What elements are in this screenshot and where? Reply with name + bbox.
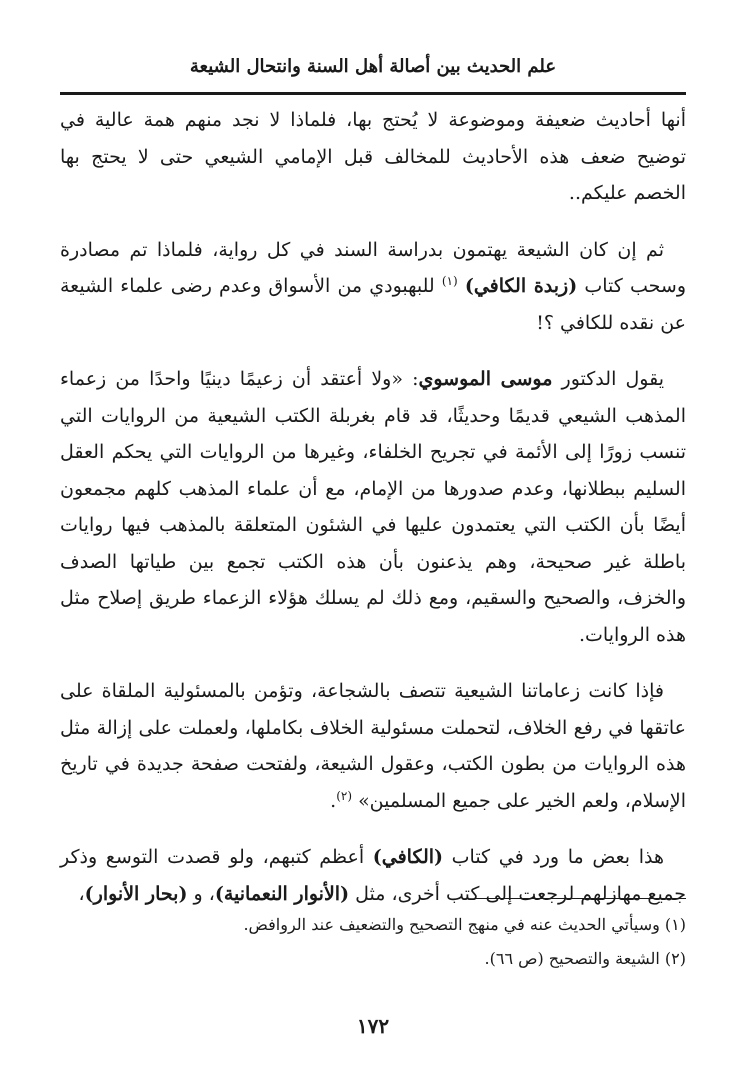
text-run: . (330, 789, 337, 812)
text-run: ، (78, 882, 85, 905)
bold-text: (الكافي) (372, 846, 443, 868)
footnote-rule (476, 898, 686, 899)
bold-text: (زبدة الكافي) (464, 275, 578, 297)
text-run: : «ولا أعتقد أن زعيمًا دينيًا واحدًا من زعماء المذهب الشيعي قديمًا وحديثًا، قد قام بغربلة الكتب الشيعية من الروايات التي تنسب زورًا إلى الأئمة في تجريح الخلفاء، وغيرها من الروايات التي يحكم العقل السليم ببطلانها، وعدم صدورها من الإمام، مع أن علماء المذهب كلهم مجمعون أيضًا بأن الكتب التي يعتمدون عليها في الشئون المتعلقة بالمذهب فيها روايات باطلة غير صحيحة، وهم يذعنون بأن هذه الكتب تجمع بين طياتها الصدف والخزف، والصحيح والسقيم، ومع ذلك لم يسلك هؤلاء الزعماء طريق إصلاح مثل هذه الروايات. (60, 368, 686, 646)
text-run: أعظم كتبهم، ولو قصدت التوسع وذكر جميع مهازلهم لرجعت إلى كتب أخرى، مثل (60, 846, 686, 905)
header-rule (60, 92, 686, 95)
text-run: فإذا كانت زعاماتنا الشيعية تتصف بالشجاعة، وتؤمن بالمسئولية الملقاة على عاتقها في رفع الخلاف، لتحملت مسئولية الخلاف بكاملها، ولعملت على إزالة مثل هذه الروايات من بطون الكتب، وعقول الشيعة، ولفتحت صفحة جديدة في تاريخ الإسلام، ولعم الخير على جميع المسلمين» (60, 680, 686, 812)
page-number: ١٧٢ (356, 1014, 390, 1038)
text-run: هذا بعض ما ورد في كتاب (443, 846, 664, 868)
bold-text: (بحار الأنوار) (84, 882, 188, 905)
paragraph (60, 673, 686, 819)
main-text (60, 102, 686, 912)
bold-text: (الأنوار النعمانية) (214, 882, 350, 905)
text-run (458, 275, 465, 297)
running-header: علم الحديث بين أصالة أهل السنة وانتحال الشيعة (189, 56, 557, 77)
footnotes (60, 908, 686, 976)
paragraph (60, 232, 686, 342)
footnote-ref[interactable]: (٢) (336, 788, 353, 803)
paragraph (60, 839, 686, 912)
paragraph (60, 361, 686, 653)
paragraph (60, 102, 686, 212)
text-run: يقول الدكتور (552, 368, 664, 390)
text-run: للبهبودي من الأسواق وعدم رضى علماء الشيعة عن نقده للكافي ؟! (60, 275, 686, 334)
footnote: (٢) الشيعة والتصحيح (ص ٦٦). (484, 949, 686, 968)
text-run: أنها أحاديث ضعيفة وموضوعة لا يُحتج بها، فلماذا لا نجد منهم همة عالية في توضيح ضعف هذه الأحاديث للمخالف قبل الإمامي الشيعي حتى لا يحتج بها الخصم عليكم.. (60, 109, 686, 204)
bold-text: موسى الموسوي (418, 368, 553, 390)
text-run: ثم إن كان الشيعة يهتمون بدراسة السند في كل رواية، فلماذا تم مصادرة وسحب كتاب (60, 238, 686, 297)
footnote-ref[interactable]: (١) (441, 274, 458, 288)
footnote: (١) وسيأتي الحديث عنه في منهج التصحيح والتضعيف عند الروافض. (243, 915, 686, 934)
text-run: ، و (187, 882, 215, 905)
